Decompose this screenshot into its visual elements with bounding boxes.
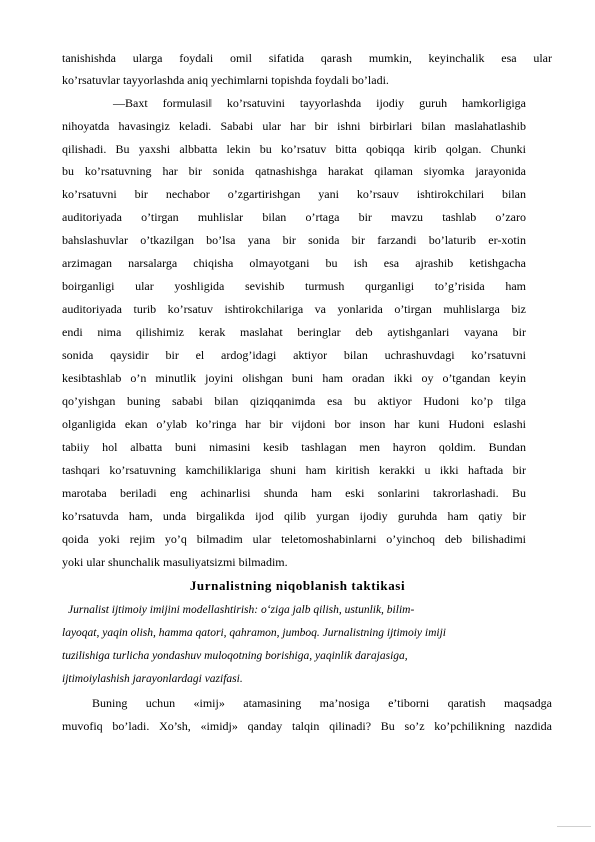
paragraph-2-line-2: nihoyatda havasingiz keladi. Sababi ular har bir ishni birbirlari bilan maslahatlashib (62, 119, 526, 133)
paragraph-2-line-11: endi nima qilishimiz kerak maslahat beringlar deb aytishganlari vayana bir (62, 325, 526, 339)
italic-line-1: Jurnalist ijtimoiy imijini modellashtirish: o‘ziga jalb qilish, ustunlik, bilim- (68, 604, 415, 616)
paragraph-2-line-18: marotaba beriladi eng achinarlisi shunda ham eski sonlarini takrorlashadi. Bu (62, 486, 526, 500)
paragraph-2-line-10: auditoriyada turib ko’rsatuv ishtirokchilariga va yonlarida o’tirgan muhlislarga biz (62, 302, 526, 316)
paragraph-2-line-20: qoida yoki rejim yo’q bilmadim ular teletomoshabinlarni o’yinchoq deb bilishadimi (62, 532, 526, 546)
paragraph-2-line-8: arzimagan narsalarga chiqisha olmayotgani bu ish esa ajrashib ketishgacha (62, 256, 526, 270)
paragraph-1-line-2: ko’rsatuvlar tayyorlashda aniq yechimlarni topishda foydali bo’ladi. (62, 73, 389, 87)
paragraph-2-line-19: ko’rsatuvda ham, unda birgalikda ijod qilib yurgan ijodiy guruhda ham qatiy bir (62, 509, 526, 523)
paragraph-1-line-1: tanishishda ularga foydali omil sifatida qarash mumkin, keyinchalik esa ular (62, 51, 552, 65)
paragraph-2-line-14: qo’yishgan buning sababi bilan qiziqqanimda esa bu aktiyor Hudoni ko’p tilga (62, 394, 526, 408)
paragraph-2-line-5: ko’rsatuvni bir nechabor o’zgartirishgan yani ko’rsauv ishtirokchilari bilan (62, 187, 526, 201)
italic-line-2: layoqat, yaqin olish, hamma qatori, qahramon, jumboq. Jurnalistning ijtimoiy imiji (62, 627, 446, 639)
paragraph-2-line-6: auditoriyada o’tirgan muhlislar bilan o’rtaga bir mavzu tashlab o’zaro (62, 210, 526, 224)
paragraph-2-line-9: boirganligi ular yoshligida sevishib turmush qurganligi to’g’risida ham (62, 279, 526, 293)
paragraph-2-line-17: tashqari ko’rsatuvning kamchiliklariga shuni ham kiritish kerakki u ikki haftada bir (62, 463, 526, 477)
section-heading: Jurnalistning niqoblanish taktikasi (189, 578, 406, 593)
paragraph-2-line-13: kesibtashlab o’n minutlik joyini olishgan buni ham oradan ikki oy o’tgandan keyin (62, 371, 526, 385)
paragraph-3-line-2: muvofiq bo’ladi. Xo’sh, «imidj» qanday talqin qilinadi? Bu so’z ko’pchilikning nazdida (62, 719, 552, 733)
paragraph-2-line-16: tabiiy hol albatta buni nimasini kesib tashlagan men hayron qoldim. Bundan (62, 440, 526, 454)
paragraph-2-line-12: sonida qaysidir bir el ardog’idagi aktiyor bilan uchrashuvdagi ko’rsatuvni (62, 348, 526, 362)
italic-line-3: tuzilishiga turlicha yondashuv muloqotning borishiga, yaqinlik darajasiga, (62, 650, 408, 662)
paragraph-2-line-21: yoki ular shunchalik masuliyatsizmi bilmadim. (62, 555, 288, 569)
paragraph-2-line-3: qilishadi. Bu yaxshi albbatta lekin bu ko’rsatuv bitta qobiqqa kirib qolgan. Chunki (62, 142, 526, 156)
paragraph-2-line-4: bu ko’rsatuvning har bir sonida qatnashishga harakat qilaman siyomka jarayonida (62, 164, 526, 178)
paragraph-2-line-7: bahslashuvlar o’tkazilgan bo’lsa yana bir sonida bir farzandi bo’laturib er-xotin (62, 233, 526, 247)
paragraph-3-line-1: Buning uchun «imij» atamasining ma’nosiga e’tiborni qaratish maqsadga (92, 696, 552, 710)
italic-line-4: ijtimoiylashish jarayonlardagi vazifasi. (62, 673, 243, 685)
paragraph-2-line-1: ―Baxt formulasi‖ ko’rsatuvini tayyorlashda ijodiy guruh hamkorligiga (113, 96, 526, 110)
page-corner-rule (557, 826, 591, 827)
paragraph-2-line-15: olganligida ekan o’ylab ko’ringa har bir vijdoni bor inson har kuni Hudoni eslashi (62, 417, 526, 431)
